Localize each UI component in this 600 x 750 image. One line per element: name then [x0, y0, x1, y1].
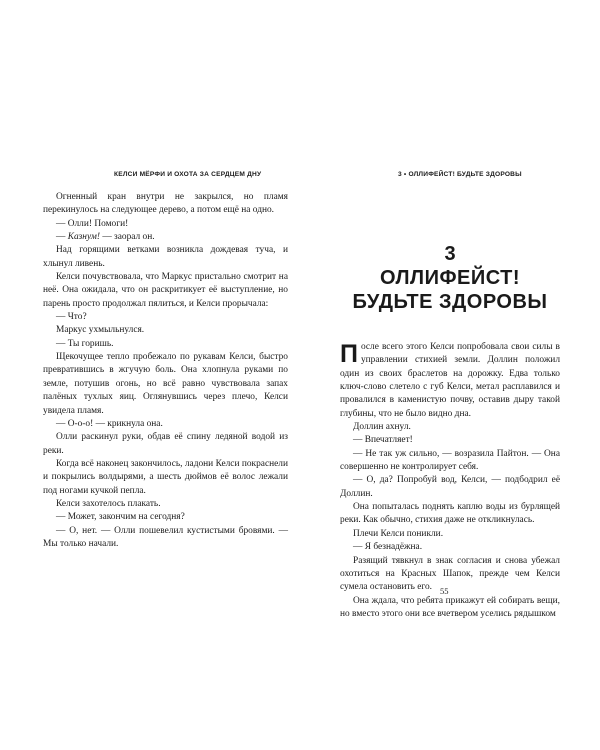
paragraph: Щекочущее тепло пробежало по рукавам Келси, быстро превратившись в жгучую боль. Она хлопнула руками по земле, потушив огонь, но всё равно чувствовала запах палёных тухлых яиц. Оглянувшись через плечо, Келси увидела пламя. — [43, 352, 288, 416]
drop-cap: П — [340, 340, 358, 368]
paragraph: Олли раскинул руки, обдав её спину ледяной водой из реки. — [43, 432, 288, 456]
page-number: 55 — [440, 586, 449, 596]
paragraph: — Олли! Помоги! — [56, 218, 129, 229]
paragraph: Над горящими ветками возникла дождевая туча, и хлынул ливень. — [43, 245, 288, 269]
italic-word: Казнум! — [67, 232, 100, 243]
paragraph: Когда всё наконец закончилось, ладони Келси покраснели и покрылись волдырями, а шесть дюймов её волос лежали под ногами кучкой пепла. — [43, 458, 288, 496]
paragraph: Плечи Келси поникли. — [353, 528, 444, 539]
paragraph: — Я безнадёжна. — [353, 542, 423, 553]
paragraph: — О-о-о! — крикнула она. — [56, 418, 163, 429]
paragraph: — О, да? Попробуй вод, Келси, — подбодрил её Доллин. — [340, 475, 560, 499]
paragraph: Келси захотелось плакать. — [56, 498, 161, 509]
paragraph: — Не так уж сильно, — возразила Пайтон. — Она совершенно не контролирует себя. — [340, 448, 560, 473]
first-paragraph — [340, 341, 560, 421]
paragraph: — Впечатляет! — [353, 435, 413, 446]
paragraph: Маркус ухмыльнулся. — [56, 325, 145, 336]
chapter-number: 3 — [444, 243, 456, 265]
right-page-body — [340, 341, 560, 621]
paragraph: Она попыталась поднять каплю воды из бурлящей реки. Как обычно, стихия даже не откликнулась. — [340, 502, 560, 526]
paragraph: — Может, закончим на сегодня? — [56, 512, 185, 523]
paragraph: — О, нет. — Олли пошевелил кустистыми бровями. — Мы только начали. — [43, 525, 288, 549]
paragraph: Разящий тявкнул в знак согласия и снова убежал охотиться на Красных Шапок, прежде чем Келси сумела остановить его. — [340, 555, 560, 593]
paragraph: — Казнум! — заорал он. — [56, 232, 155, 243]
paragraph: Келси почувствовала, что Маркус пристально смотрит на неё. Она ожидала, что он раскритикует её выступление, но парень просто продолжал пялиться, и Келси прорычала: — [43, 272, 288, 309]
paragraph: Она ждала, что ребята прикажут ей собирать вещи, но вместо этого они все вчетвером уселись рядышком — [340, 595, 560, 619]
left-page-body — [43, 191, 288, 551]
paragraph: — Ты горишь. — [56, 338, 114, 349]
chapter-title: ОЛЛИФЕЙСТ! БУДЬТЕ ЗДОРОВЫ — [352, 267, 548, 313]
first-paragraph-text: осле всего этого Келси попробовала свои силы в управлении стихией земли. Доллин положил один из своих браслетов на дорожку. Едва только ключ-слово слетело с губ Келси, метал расплавился и провалился в каменистую почву, оставив дыру такой глубины, что не было видно дна. — [340, 342, 560, 419]
paragraph: — Что? — [56, 312, 87, 323]
running-head-right: 3 • ОЛЛИФЕЙСТ! БУДЬТЕ ЗДОРОВЫ — [398, 171, 522, 178]
running-head-left: КЕЛСИ МЁРФИ И ОХОТА ЗА СЕРДЦЕМ ДНУ — [114, 171, 262, 178]
paragraph: Огненный кран внутри не закрылся, но пламя перекинулось на следующее дерево, а потом ещё на одно. — [43, 192, 288, 216]
paragraph: Доллин ахнул. — [353, 422, 411, 433]
